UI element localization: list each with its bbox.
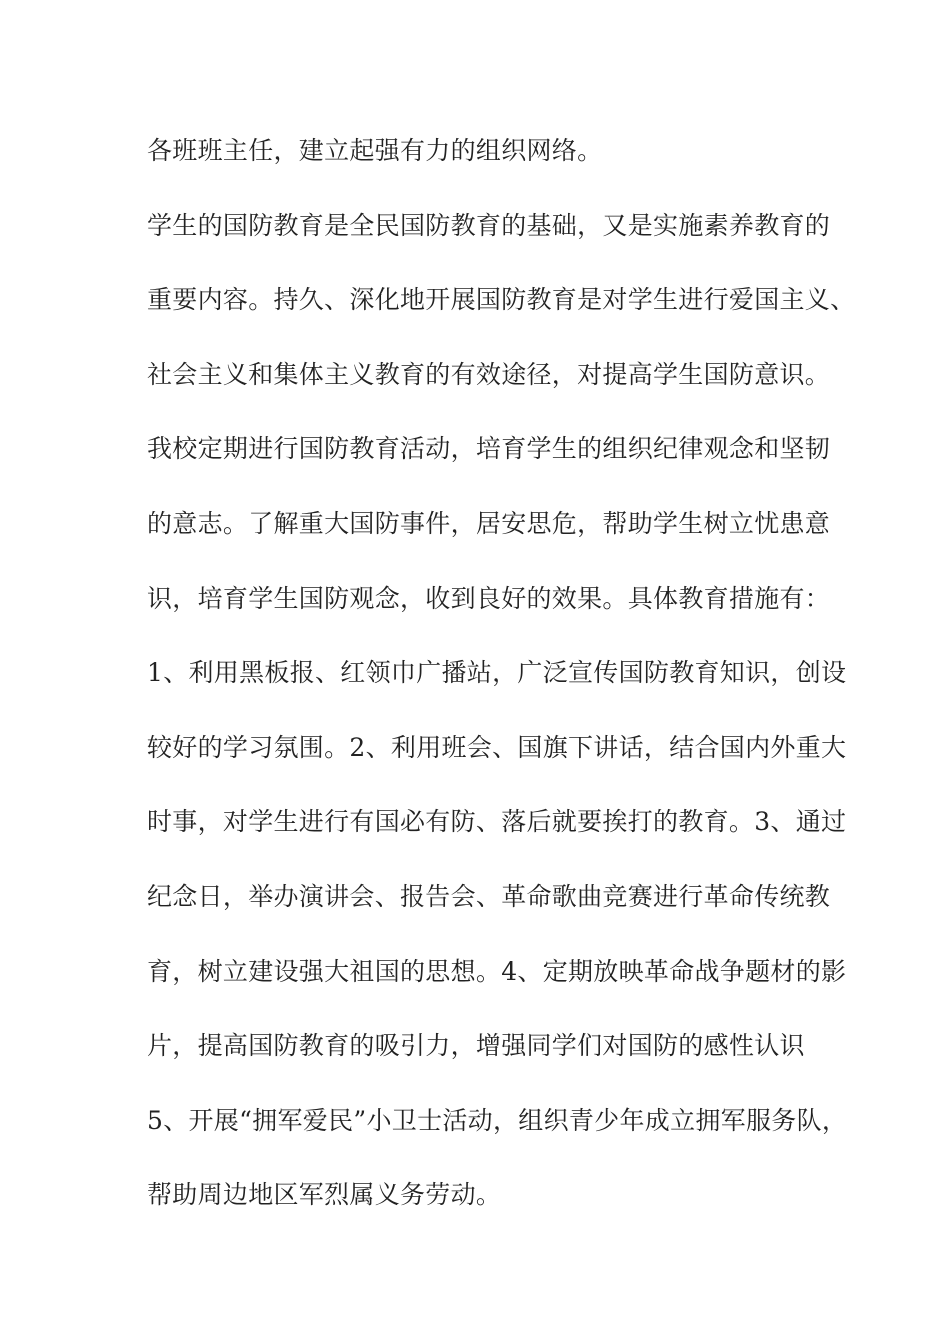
text-line: 时事，对学生进行有国必有防、落后就要挨打的教育。3、通过 [147,807,847,837]
text-line: 重要内容。持久、深化地开展国防教育是对学生进行爱国主义、 [147,285,856,315]
text-line: 1、利用黑板报、红领巾广播站，广泛宣传国防教育知识，创设 [147,658,847,688]
text-line: 社会主义和集体主义教育的有效途径，对提高学生国防意识。 [147,359,831,389]
text-line: 的意志。了解重大国防事件，居安思危，帮助学生树立忧患意 [147,508,831,538]
text-line: 识，培育学生国防观念，收到良好的效果。具体教育措施有： [147,583,831,613]
text-line: 育，树立建设强大祖国的思想。4、定期放映革命战争题材的影 [147,956,847,986]
text-line: 帮助周边地区军烈属义务劳动。 [147,1180,502,1210]
text-line: 学生的国防教育是全民国防教育的基础，又是实施素养教育的 [147,210,831,240]
text-line: 较好的学习氛围。2、利用班会、国旗下讲话，结合国内外重大 [147,732,847,762]
text-line: 我校定期进行国防教育活动，培育学生的组织纪律观念和坚韧 [147,434,831,464]
text-line: 各班班主任，建立起强有力的组织网络。 [147,136,603,165]
text-line: 片，提高国防教育的吸引力，增强同学们对国防的感性认识 [147,1031,805,1061]
body-text [147,131,856,1250]
text-line: 纪念日，举办演讲会、报告会、革命歌曲竞赛进行革命传统教 [147,881,831,911]
text-line: 5、开展“拥军爱民”小卫士活动，组织青少年成立拥军服务队， [147,1105,848,1135]
